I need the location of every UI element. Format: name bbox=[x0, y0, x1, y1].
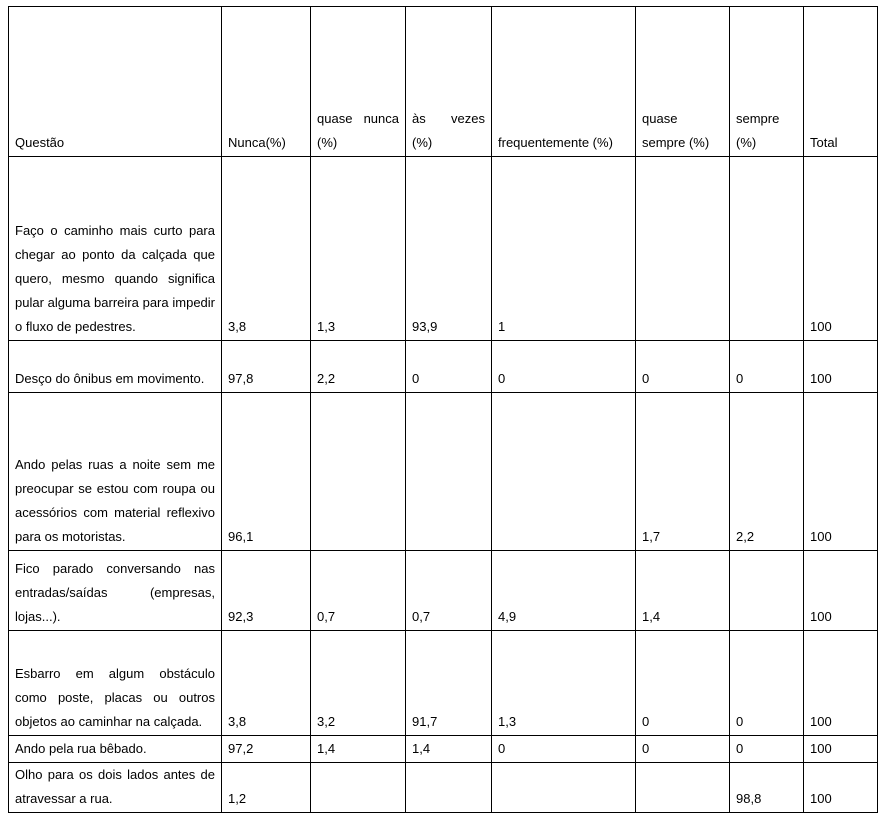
table-row bbox=[9, 157, 878, 341]
cell-sempre bbox=[730, 157, 804, 341]
cell-total: 100 bbox=[804, 631, 878, 736]
cell-sempre: 0 bbox=[730, 341, 804, 393]
table-row bbox=[9, 341, 878, 393]
header-frequentemente: frequentemente (%) bbox=[492, 7, 636, 157]
cell-quase-nunca bbox=[311, 763, 406, 813]
cell-total: 100 bbox=[804, 341, 878, 393]
cell-frequentemente: 0 bbox=[492, 341, 636, 393]
cell-as-vezes: 1,4 bbox=[406, 736, 492, 763]
cell-quase-nunca: 1,3 bbox=[311, 157, 406, 341]
cell-frequentemente: 4,9 bbox=[492, 551, 636, 631]
cell-total: 100 bbox=[804, 393, 878, 551]
cell-quase-nunca: 2,2 bbox=[311, 341, 406, 393]
header-quase-nunca: quase nunca (%) bbox=[311, 7, 406, 157]
cell-questao: Ando pela rua bêbado. bbox=[9, 736, 222, 763]
cell-quase-sempre: 0 bbox=[636, 341, 730, 393]
cell-as-vezes: 0 bbox=[406, 341, 492, 393]
cell-quase-sempre: 0 bbox=[636, 736, 730, 763]
cell-quase-sempre bbox=[636, 157, 730, 341]
header-sempre: sempre (%) bbox=[730, 7, 804, 157]
cell-total: 100 bbox=[804, 157, 878, 341]
cell-frequentemente: 1 bbox=[492, 157, 636, 341]
cell-as-vezes bbox=[406, 393, 492, 551]
cell-quase-sempre: 0 bbox=[636, 631, 730, 736]
header-total: Total bbox=[804, 7, 878, 157]
cell-sempre: 0 bbox=[730, 736, 804, 763]
cell-frequentemente: 1,3 bbox=[492, 631, 636, 736]
table-row bbox=[9, 393, 878, 551]
cell-as-vezes: 91,7 bbox=[406, 631, 492, 736]
cell-questao: Esbarro em algum obstáculo como poste, placas ou outros objetos ao caminhar na calçada. bbox=[9, 631, 222, 736]
cell-questao: Faço o caminho mais curto para chegar ao ponto da calçada que quero, mesmo quando significa pular alguma barreira para impedir o fluxo de pedestres. bbox=[9, 157, 222, 341]
table-row bbox=[9, 631, 878, 736]
cell-total: 100 bbox=[804, 551, 878, 631]
cell-frequentemente bbox=[492, 763, 636, 813]
cell-quase-nunca: 1,4 bbox=[311, 736, 406, 763]
cell-nunca: 3,8 bbox=[222, 157, 311, 341]
header-nunca: Nunca(%) bbox=[222, 7, 311, 157]
cell-quase-sempre: 1,4 bbox=[636, 551, 730, 631]
cell-sempre: 2,2 bbox=[730, 393, 804, 551]
cell-frequentemente: 0 bbox=[492, 736, 636, 763]
cell-quase-sempre bbox=[636, 763, 730, 813]
cell-nunca: 3,8 bbox=[222, 631, 311, 736]
cell-questao: Fico parado conversando nas entradas/saídas (empresas, lojas...). bbox=[9, 551, 222, 631]
cell-as-vezes: 93,9 bbox=[406, 157, 492, 341]
cell-sempre bbox=[730, 551, 804, 631]
cell-total: 100 bbox=[804, 763, 878, 813]
header-questao: Questão bbox=[9, 7, 222, 157]
table-row bbox=[9, 551, 878, 631]
cell-quase-sempre: 1,7 bbox=[636, 393, 730, 551]
cell-as-vezes: 0,7 bbox=[406, 551, 492, 631]
cell-questao: Olho para os dois lados antes de atravessar a rua. bbox=[9, 763, 222, 813]
table-row bbox=[9, 763, 878, 813]
header-as-vezes: às vezes (%) bbox=[406, 7, 492, 157]
survey-table bbox=[8, 6, 878, 813]
table-row bbox=[9, 736, 878, 763]
cell-nunca: 97,2 bbox=[222, 736, 311, 763]
header-quase-sempre: quase sempre (%) bbox=[636, 7, 730, 157]
cell-total: 100 bbox=[804, 736, 878, 763]
cell-nunca: 96,1 bbox=[222, 393, 311, 551]
cell-questao: Desço do ônibus em movimento. bbox=[9, 341, 222, 393]
cell-nunca: 92,3 bbox=[222, 551, 311, 631]
header-row bbox=[9, 7, 878, 157]
cell-quase-nunca: 0,7 bbox=[311, 551, 406, 631]
cell-as-vezes bbox=[406, 763, 492, 813]
cell-frequentemente bbox=[492, 393, 636, 551]
cell-sempre: 98,8 bbox=[730, 763, 804, 813]
cell-sempre: 0 bbox=[730, 631, 804, 736]
cell-questao: Ando pelas ruas a noite sem me preocupar se estou com roupa ou acessórios com material reflexivo para os motoristas. bbox=[9, 393, 222, 551]
cell-quase-nunca bbox=[311, 393, 406, 551]
cell-nunca: 97,8 bbox=[222, 341, 311, 393]
cell-nunca: 1,2 bbox=[222, 763, 311, 813]
cell-quase-nunca: 3,2 bbox=[311, 631, 406, 736]
